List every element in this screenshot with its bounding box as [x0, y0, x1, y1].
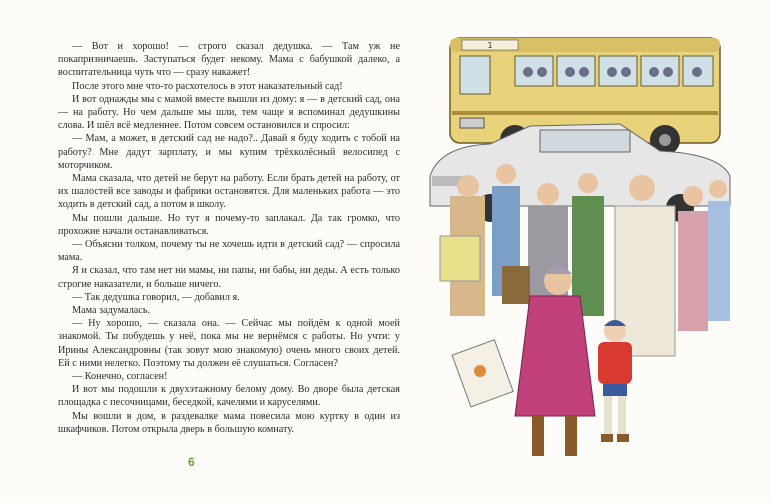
- street-illustration: [420, 26, 760, 466]
- page-number: 6: [188, 455, 195, 469]
- paragraph: Я и сказал, что там нет ни мамы, ни папы, ни бабы, ни деды. А есть только строгие наказатели, и больше ничего.: [58, 265, 400, 290]
- bus-route-sign: 1: [487, 41, 493, 50]
- paragraph: И вот однажды мы с мамой вместе вышли из дому: я — в детский сад, она — на работу. Но чем дальше мы шли, тем чаще я вспоминал дедушкины слова. И шёл всё медленнее. Потом совсем остановился и спросил:: [58, 93, 400, 132]
- paragraph: Мы вошли в дом, в раздевалке мама повесила мою куртку в один из шкафчиков. Потом открыла дверь в большую комнату.: [58, 410, 400, 435]
- paragraph: После этого мне что-то расхотелось в этот наказательный сад!: [72, 80, 343, 92]
- story-text: [58, 40, 400, 436]
- paragraph: — Вот и хорошо! — строго сказал дедушка. — Там уж не покапризничаешь. Заступаться будет некому. Мама с бабушкой далеко, а воспитательница чуть что — сразу накажет!: [58, 41, 400, 79]
- paragraph: — Объясни толком, почему ты не хочешь идти в детский сад? — спросила мама.: [58, 239, 400, 264]
- paragraph: — Конечно, согласен!: [72, 371, 168, 383]
- paragraph: Мама сказала, что детей не берут на работу. Если брать детей на работу, от их шалостей все заводы и фабрики остановятся. Для маленьких работа — это ходить в детский сад, а потом в школу.: [58, 173, 400, 211]
- paragraph: И вот мы подошли к двухэтажному белому дому. Во дворе была детская площадка с песочницами, беседкой, качелями и каруселями.: [58, 384, 400, 409]
- paragraph: Мама задумалась.: [72, 305, 151, 317]
- paragraph: — Мам, а может, в детский сад не надо?.. Давай я буду ходить с тобой на работу? Мне дадут зарплату, и мы купим трёхколёсный велосипед с моторчиком.: [58, 133, 400, 171]
- paragraph: — Так дедушка говорил, — добавил я.: [72, 291, 240, 303]
- paragraph: — Ну хорошо, — сказала она. — Сейчас мы пойдём к одной моей знакомой. Ты побудешь у неё, пока мы не вернёмся с работы. Но учти: у Ирины Александровны (так зовут мою знакомую) очень много своих детей. Ей с ними нелегко. Поэтому ты должен её слушаться. Согласен?: [58, 318, 400, 369]
- paragraph: Мы пошли дальше. Но тут я почему-то заплакал. Да так громко, что прохожие начали останавливаться.: [58, 212, 400, 237]
